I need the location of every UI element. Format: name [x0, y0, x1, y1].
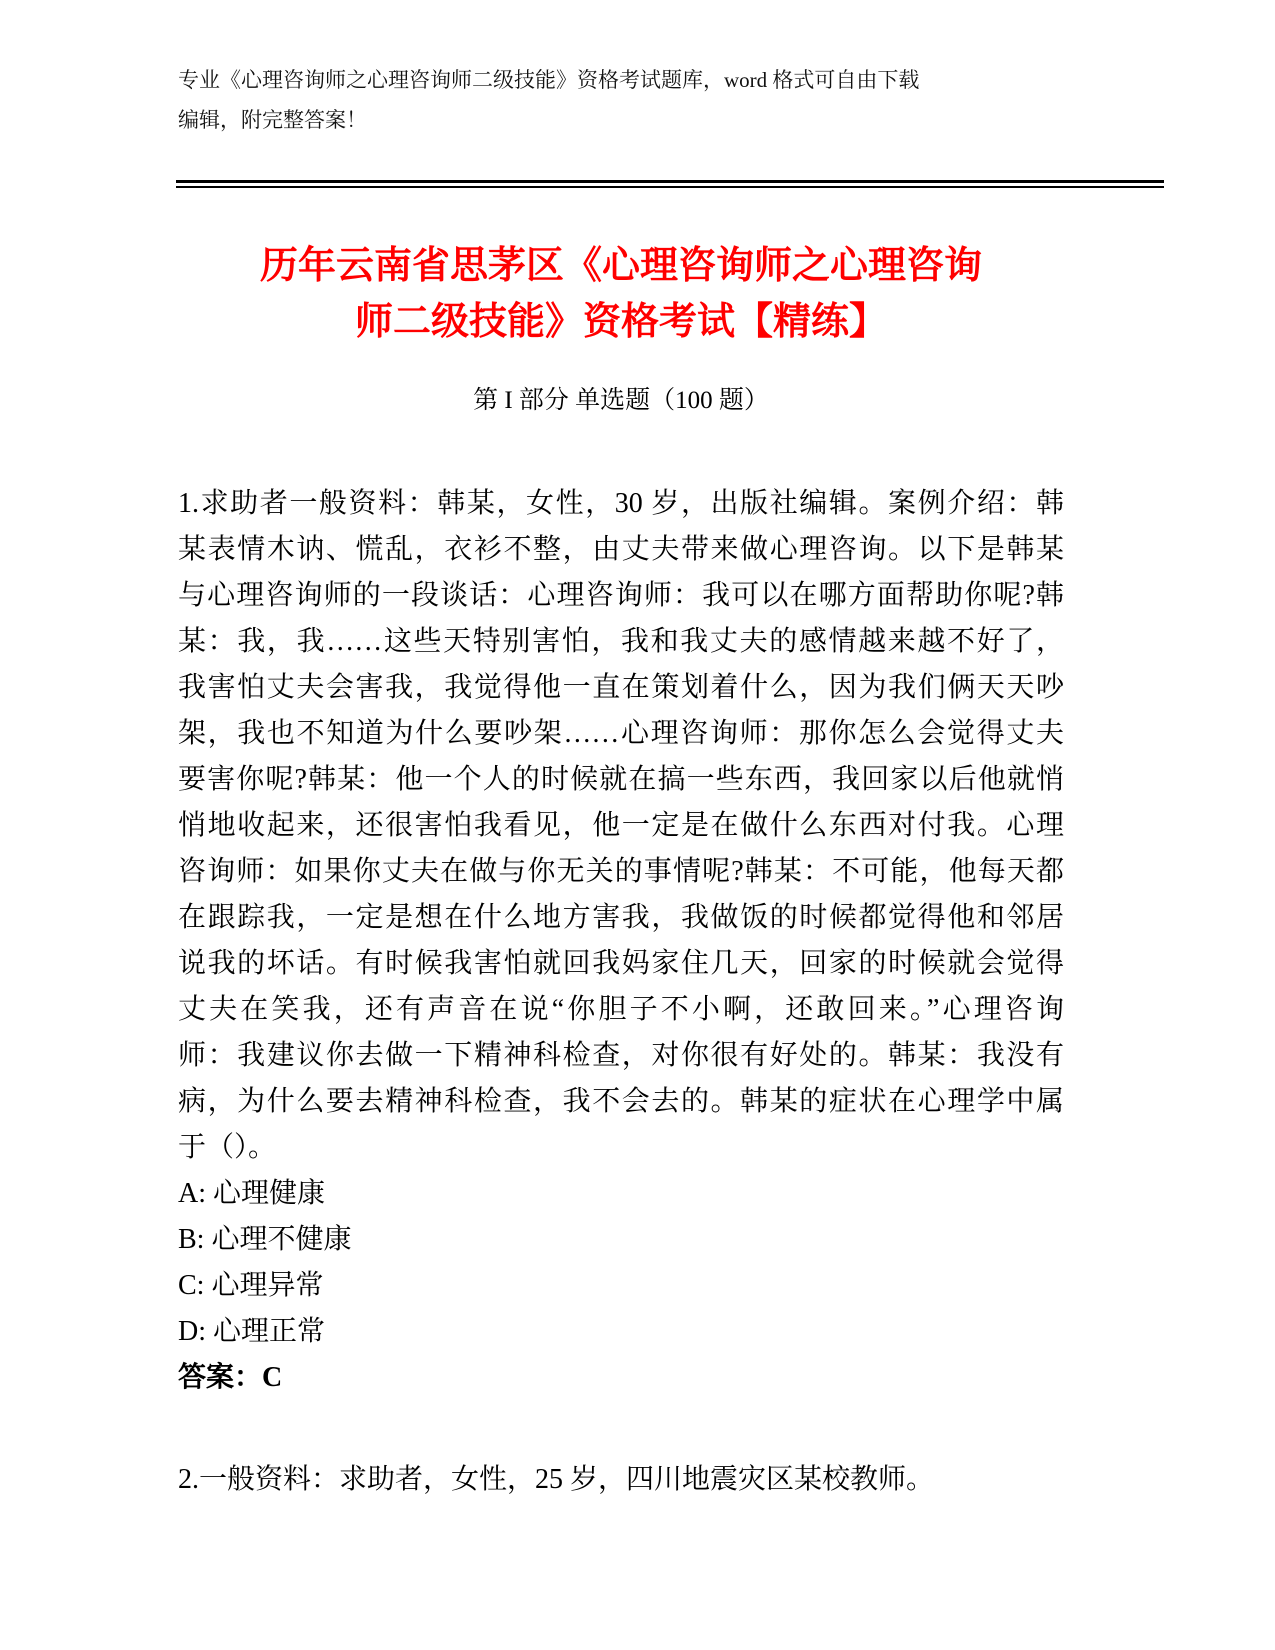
question-text-line: 与心理咨询师的一段谈话：心理咨询师：我可以在哪方面帮助你呢?韩	[178, 580, 1064, 611]
question-text-line: 某表情木讷、慌乱，衣衫不整，由丈夫带来做心理咨询。以下是韩某	[178, 534, 1064, 565]
question-text-line: 我害怕丈夫会害我，我觉得他一直在策划着什么，因为我们俩天天吵	[178, 672, 1064, 703]
page-title-line: 师二级技能》资格考试【精练】	[354, 301, 887, 343]
question-text-line: 说我的坏话。有时候我害怕就回我妈家住几天，回家的时候就会觉得	[178, 948, 1064, 979]
question-text-line: 架，我也不知道为什么要吵架……心理咨询师：那你怎么会觉得丈夫	[178, 718, 1064, 749]
header-divider	[176, 180, 1164, 188]
page-title-line: 历年云南省思茅区《心理咨询师之心理咨询	[259, 245, 982, 287]
question-2-text: 2.一般资料：求助者，女性，25 岁，四川地震灾区某校教师。	[178, 1464, 935, 1495]
question-text-line: 某：我，我……这些天特别害怕，我和我丈夫的感情越来越不好了，	[178, 626, 1064, 657]
question-text-line: 1.求助者一般资料：韩某，女性，30 岁，出版社编辑。案例介绍：韩	[178, 488, 1064, 519]
question-text-line: 要害你呢?韩某：他一个人的时候就在搞一些东西，我回家以后他就悄	[178, 764, 1064, 795]
option-item: A: 心理健康	[178, 1178, 326, 1209]
option-item: B: 心理不健康	[178, 1224, 352, 1255]
question-1-text	[178, 481, 1064, 1171]
option-item: D: 心理正常	[178, 1316, 326, 1347]
question-text-line: 咨询师：如果你丈夫在做与你无关的事情呢?韩某：不可能，他每天都	[178, 856, 1064, 887]
page-title	[178, 238, 1064, 350]
header-note	[178, 60, 1064, 140]
question-1	[178, 481, 1064, 1401]
header-note-line: 专业《心理咨询师之心理咨询师二级技能》资格考试题库，word 格式可自由下载	[178, 68, 920, 92]
question-text-line: 悄地收起来，还很害怕我看见，他一定是在做什么东西对付我。心理	[178, 810, 1064, 841]
option-item: C: 心理异常	[178, 1270, 324, 1301]
question-text-line: 于（）。	[178, 1132, 277, 1163]
question-text-line: 病，为什么要去精神科检查，我不会去的。韩某的症状在心理学中属	[178, 1086, 1064, 1117]
question-text-line: 丈夫在笑我，还有声音在说“你胆子不小啊，还敢回来。”心理咨询	[178, 994, 1064, 1025]
section-heading: 第 I 部分 单选题（100 题）	[473, 387, 769, 414]
answer-line: 答案：C	[178, 1362, 283, 1393]
question-1-options	[178, 1171, 1064, 1355]
question-text-line: 在跟踪我，一定是想在什么地方害我，我做饭的时候都觉得他和邻居	[178, 902, 1064, 933]
question-text-line: 师：我建议你去做一下精神科检查，对你很有好处的。韩某：我没有	[178, 1040, 1064, 1071]
header-note-line: 编辑，附完整答案！	[178, 108, 367, 132]
